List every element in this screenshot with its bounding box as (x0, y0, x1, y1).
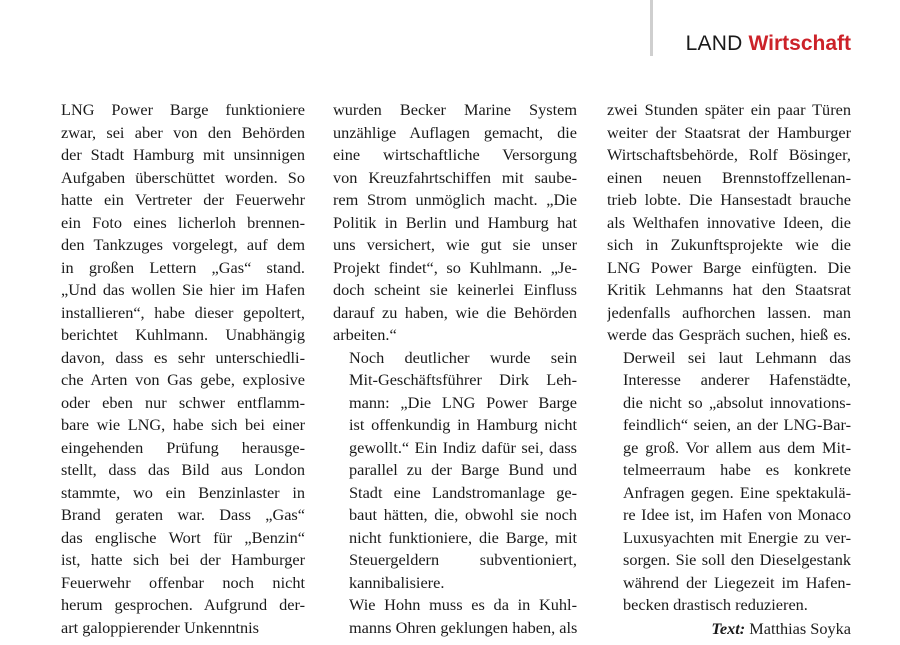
text-line: Anfragen gegen. Eine spektakulä- (623, 482, 851, 502)
text-line: Brand geraten war. Dass „Gas“ (61, 505, 305, 524)
text-line: oder eben nur schwer entflamm- (61, 392, 305, 412)
text-line: Mit-Geschäftsführer Dirk Leh- (349, 370, 577, 389)
text-line: ge groß. Vor allem aus dem Mit- (623, 437, 851, 457)
byline-label: Text: (711, 618, 746, 638)
text-line: wurden Becker Marine System (333, 100, 577, 119)
text-line: Luxusyachten mit Energie zu ver- (623, 527, 851, 547)
article-column-2 (333, 99, 577, 639)
text-line: darauf zu haben, wie die Behörden (333, 302, 577, 322)
text-line: ein Foto eines licherloh brennen- (61, 212, 305, 232)
text-line: einen neuen Brennstoffzellenan- (607, 167, 851, 187)
text-line: den Tankzuges vorgelegt, auf dem (61, 235, 305, 254)
text-line: doch scheint sie keinerlei Einfluss (333, 280, 577, 299)
header-divider (650, 0, 653, 56)
text-line: als Welthafen innovative Ideen, die (607, 212, 851, 232)
text-line: Kritik Lehmanns hat den Staatsrat (607, 280, 851, 299)
text-line: stammte, wo ein Benzinlaster in (61, 482, 305, 502)
text-line: LNG Power Barge funktioniere (61, 100, 305, 119)
text-line: ist offenkundig in Hamburg nicht (349, 415, 577, 434)
byline-author: Matthias Soyka (749, 618, 851, 638)
text-line: che Arten von Gas gebe, explosive (61, 370, 305, 389)
article-column-3 (607, 99, 851, 640)
text-line: „Und das wollen Sie hier im Hafen (61, 280, 305, 299)
paragraph (607, 347, 851, 617)
text-line: hatte ein Vertreter der Feuerwehr (61, 190, 305, 209)
paragraph (61, 99, 305, 639)
text-line: Noch deutlicher wurde sein (349, 347, 577, 367)
text-line: bare wie LNG, habe sich bei einer (61, 415, 305, 434)
text-line: Feuerwehr offenbar noch nicht (61, 572, 305, 592)
text-line: manns Ohren geklungen haben, als (349, 617, 577, 637)
text-line: berichtet Kuhlmann. Unabhängig (61, 325, 305, 344)
text-line: Aufgaben überschüttet worden. So (61, 167, 305, 187)
text-line: arbeiten.“ (333, 325, 397, 344)
text-line: herum gesprochen. Aufgrund der- (61, 595, 305, 614)
text-line: das englische Wort für „Benzin“ (61, 527, 305, 547)
text-line: zwei Stunden später ein paar Türen (607, 100, 851, 119)
text-line: sich in Zukunftsprojekte wie die (607, 235, 851, 254)
text-line: trieb lobte. Die Hansestadt brauche (607, 190, 851, 209)
text-line: während der Liegezeit im Hafen- (623, 572, 851, 592)
text-line: LNG Power Barge einfügten. Die (607, 257, 851, 277)
text-line: parallel zu der Barge Bund und (349, 460, 577, 479)
text-line: Projekt findet“, so Kuhlmann. „Je- (333, 257, 577, 277)
text-line: Derweil sei laut Lehmann das (623, 347, 851, 367)
text-line: die nicht so „absolut innovations- (623, 392, 851, 412)
text-line: zwar, sei aber von den Behörden (61, 122, 305, 142)
text-line: eine wirtschaftliche Versorgung (333, 145, 577, 164)
text-line: art galoppierender Unkenntnis (61, 617, 260, 637)
text-line: feindlich“ seien, an der LNG-Bar- (623, 415, 851, 434)
text-line: gewollt.“ Ein Indiz dafür sei, dass (349, 437, 577, 457)
text-line: re Idee ist, im Hafen von Monaco (623, 505, 851, 524)
paragraph (607, 99, 851, 347)
text-line: ist, hatte sich bei der Hamburger (61, 550, 305, 569)
text-line: nicht funktioniere, die Barge, mit (349, 527, 577, 547)
article-column-1 (61, 99, 305, 639)
text-line: rem Strom unmöglich macht. „Die (333, 190, 577, 209)
text-line: jedenfalls aufhorchen lassen. man (607, 302, 851, 322)
page-header (686, 30, 851, 58)
text-line: uns versichert, wie gut sie unser (333, 235, 577, 254)
text-line: installieren“, habe dieser gepoltert, (61, 302, 305, 322)
text-line: davon, dass es sehr unterschiedli- (61, 347, 305, 367)
text-line: becken drastisch reduzieren. (623, 595, 808, 614)
text-line: eingehenden Prüfung herausge- (61, 437, 305, 457)
text-line: Stadt eine Landstromanlage ge- (349, 482, 577, 502)
text-line: telmeerraum habe es konkrete (623, 460, 851, 479)
text-line: weiter der Staatsrat der Hamburger (607, 122, 851, 142)
text-line: Politik in Berlin und Hamburg hat (333, 212, 577, 232)
category-label: Wirtschaft (748, 32, 851, 55)
section-label: LAND (685, 32, 743, 55)
text-line: der Stadt Hamburg mit unsinnigen (61, 145, 305, 164)
paragraph (333, 594, 577, 639)
text-line: in großen Lettern „Gas“ stand. (61, 257, 305, 277)
text-line: unzählige Auflagen gemacht, die (333, 122, 577, 142)
text-line: Interesse anderer Hafenstädte, (623, 370, 851, 389)
text-line: kannibalisiere. (349, 572, 445, 592)
text-line: mann: „Die LNG Power Barge (349, 392, 577, 412)
text-line: sorgen. Sie soll den Dieselgestank (623, 550, 851, 569)
text-line: stellt, dass das Bild aus London (61, 460, 305, 479)
text-line: Wie Hohn muss es da in Kuhl- (349, 595, 577, 614)
text-line: Steuergeldern subventioniert, (349, 550, 577, 569)
text-line: werde das Gespräch suchen, hieß es. (607, 325, 851, 344)
paragraph (333, 99, 577, 347)
text-line: baut hätten, die, obwohl sie noch (349, 505, 577, 524)
text-line: von Kreuzfahrtschiffen mit saube- (333, 167, 577, 187)
byline (607, 618, 851, 641)
text-line: Wirtschaftsbehörde, Rolf Bösinger, (607, 145, 851, 164)
paragraph (333, 347, 577, 595)
